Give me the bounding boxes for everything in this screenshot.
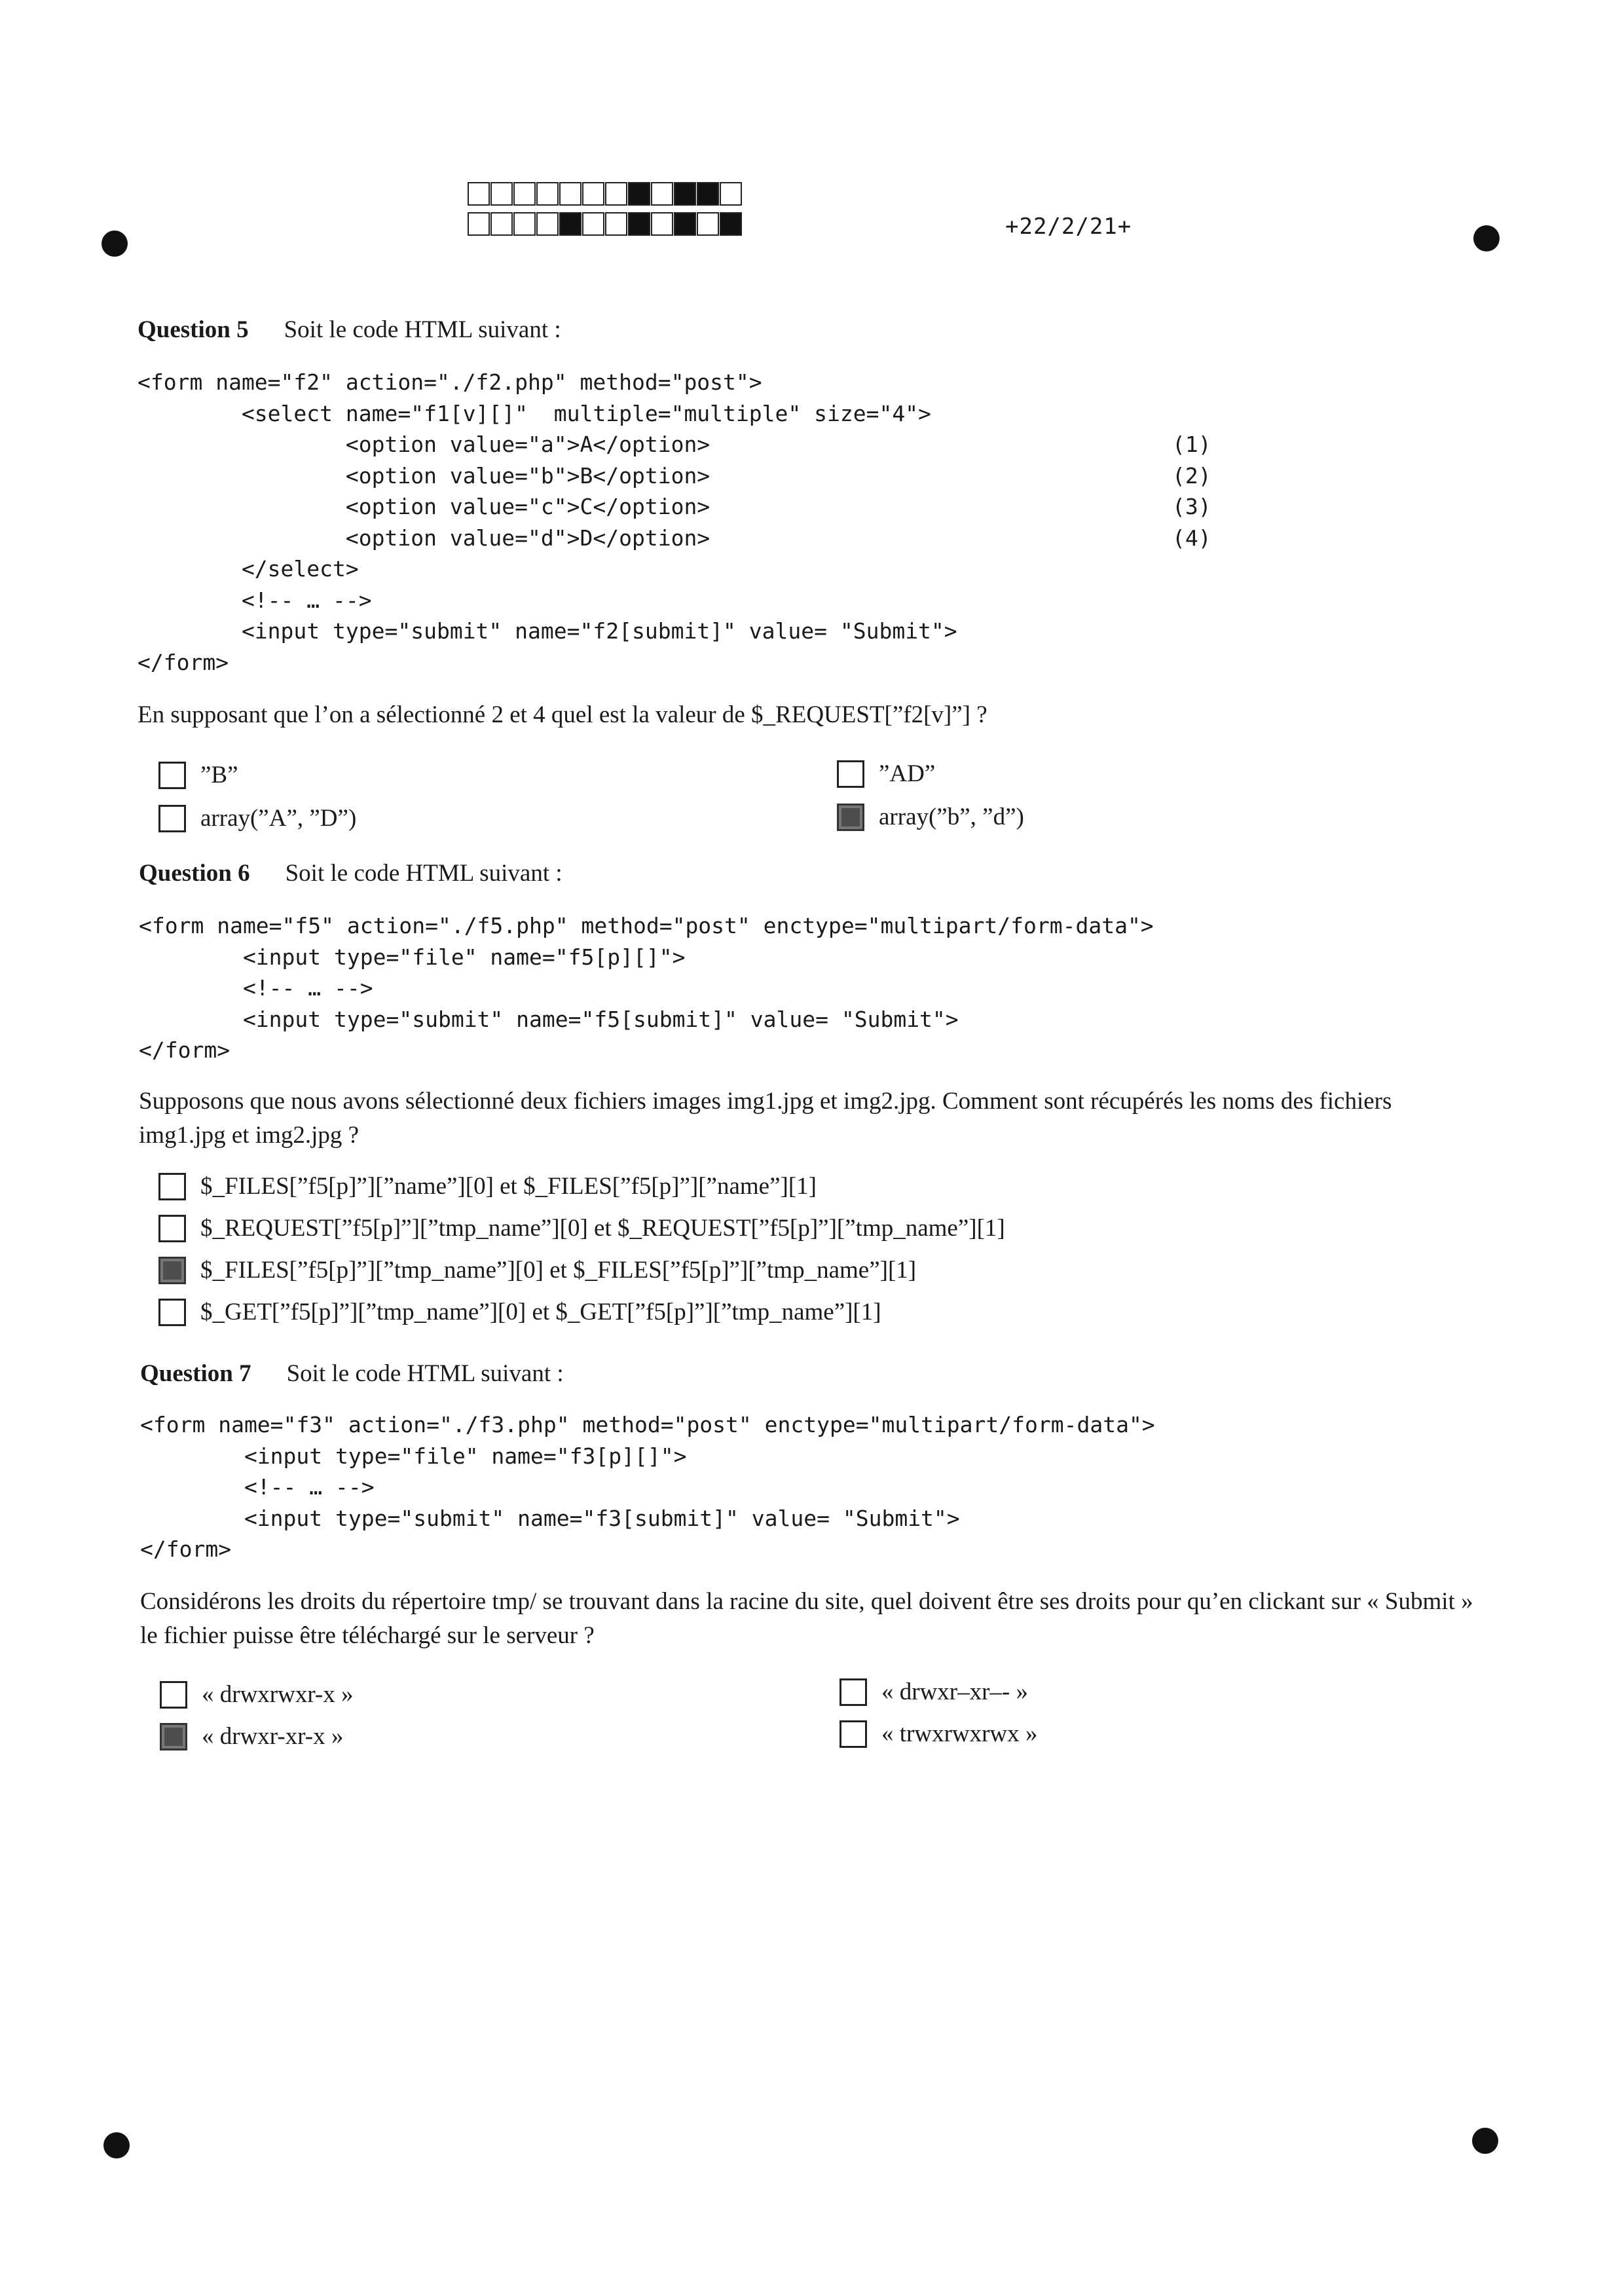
q6-answer-1[interactable] [158,1172,817,1200]
q5-answer-2-checkbox[interactable] [837,760,864,788]
q7-answer-2-label: « drwxr–xr–- » [881,1678,1029,1705]
q6-answer-2-label: $_REQUEST[”f5[p]”][”tmp_name”][0] et $_REQUEST[”f5[p]”][”tmp_name”][1] [200,1215,1005,1242]
registration-mark-bottom-right [1472,2128,1498,2154]
q5-answer-2[interactable] [837,760,935,788]
question-6-text: Supposons que nous avons sélectionné deux fichiers images img1.jpg et img2.jpg. Comment sont récupérés les noms des fichiers img1.jpg et img2.jpg ? [139,1088,1392,1149]
q6-answer-3[interactable] [158,1256,916,1284]
question-7-code: <form name="f3" action="./f3.php" method="post" enctype="multipart/form-data"> <input type="file" name="f3[p][]"> <!-- … --> <input type="submit" name="f3[submit]" value= "Submit"> </form> [140,1412,1155,1562]
barcode-top-cell-6 [582,182,604,206]
q7-answer-4[interactable] [840,1720,1037,1748]
question-6-number: Question 6 [139,860,250,887]
question-7-text: Considérons les droits du répertoire tmp/ se trouvant dans la racine du site, quel doivent être ses droits pour qu’en clickant sur « Submit » le fichier puisse être téléchargé sur le serveur ? [140,1588,1473,1649]
barcode-top-cell-11 [697,182,719,206]
question-5-line-marks: (1) (2) (3) (4) [1172,432,1211,551]
registration-mark-top-left [101,231,128,257]
registration-mark-top-right [1473,225,1500,251]
barcode-top-cell-1 [468,182,490,206]
barcode-bottom-cell-12 [720,212,742,236]
q6-answer-3-label: $_FILES[”f5[p]”][”tmp_name”][0] et $_FILES[”f5[p]”][”tmp_name”][1] [200,1257,917,1284]
q7-answer-1[interactable] [160,1680,354,1709]
q6-answer-4[interactable] [158,1298,881,1326]
q5-answer-4-checkbox[interactable] [837,804,864,831]
question-6-code: <form name="f5" action="./f5.php" method="post" enctype="multipart/form-data"> <input type="file" name="f5[p][]"> <!-- … --> <input type="submit" name="f5[submit]" value= "Submit"> </form> [139,913,1154,1063]
question-5-heading [138,316,561,344]
barcode-bottom-cell-9 [651,212,673,236]
q6-answer-4-checkbox[interactable] [158,1299,186,1326]
registration-mark-bottom-left [103,2132,130,2158]
barcode-bottom-cell-6 [582,212,604,236]
q6-answer-2-checkbox[interactable] [158,1215,186,1242]
q7-answer-4-label: « trwxrwxrwx » [881,1720,1038,1747]
barcode-top-cell-3 [513,182,536,206]
q5-answer-4-label: array(”b”, ”d”) [879,804,1024,830]
question-6-intro: Soit le code HTML suivant : [285,860,563,887]
barcode-row-top [468,182,743,207]
barcode-bottom-cell-1 [468,212,490,236]
barcode-top-cell-4 [536,182,559,206]
barcode-bottom-cell-4 [536,212,559,236]
q7-answer-3-checkbox[interactable] [160,1723,187,1750]
question-6-heading [139,859,563,887]
barcode-top-cell-2 [490,182,513,206]
question-7-intro: Soit le code HTML suivant : [286,1360,564,1387]
q5-answer-3-checkbox[interactable] [158,805,186,832]
barcode-top-cell-8 [628,182,650,206]
q5-answer-4[interactable] [837,803,1024,831]
q5-answer-3[interactable] [158,804,356,832]
q6-answer-4-label: $_GET[”f5[p]”][”tmp_name”][0] et $_GET[”f5[p]”][”tmp_name”][1] [200,1299,881,1325]
page-barcode [468,182,743,242]
question-5-text: En supposant que l’on a sélectionné 2 et 4 quel est la valeur de $_REQUEST[”f2[v]”] ? [138,701,987,728]
barcode-top-cell-9 [651,182,673,206]
q7-answer-3-label: « drwxr-xr-x » [202,1723,344,1750]
question-7-number: Question 7 [140,1360,251,1387]
barcode-top-cell-10 [674,182,696,206]
q6-answer-2[interactable] [158,1214,1005,1242]
question-5-code: <form name="f2" action="./f2.php" method="post"> <select name="f1[v][]" multiple="multiple" size="4"> <option value="a">A</option> <option value="b">B</option> <option value="c">C</option> <option value="d">D</option> </select> <!-- … --> <input type="submit" name="f2[submit]" value= "Submit"> </form> [138,369,957,675]
barcode-bottom-cell-2 [490,212,513,236]
q5-answer-1-checkbox[interactable] [158,762,186,789]
q6-answer-1-label: $_FILES[”f5[p]”][”name”][0] et $_FILES[”f5[p]”][”name”][1] [200,1173,817,1200]
barcode-top-cell-7 [605,182,627,206]
page-id: +22/2/21+ [1005,213,1132,240]
q7-answer-3[interactable] [160,1722,343,1750]
barcode-top-cell-12 [720,182,742,206]
question-5-intro: Soit le code HTML suivant : [284,316,561,343]
question-7-heading [140,1360,564,1388]
barcode-bottom-cell-8 [628,212,650,236]
q6-answer-1-checkbox[interactable] [158,1173,186,1200]
q7-answer-2[interactable] [840,1678,1028,1706]
q6-answer-3-checkbox[interactable] [158,1257,186,1284]
q7-answer-1-label: « drwxrwxr-x » [202,1681,354,1708]
barcode-bottom-cell-3 [513,212,536,236]
barcode-bottom-cell-7 [605,212,627,236]
barcode-bottom-cell-5 [559,212,581,236]
q5-answer-3-label: array(”A”, ”D”) [200,805,357,832]
barcode-top-cell-5 [559,182,581,206]
q5-answer-1[interactable] [158,761,238,789]
barcode-bottom-cell-11 [697,212,719,236]
barcode-bottom-cell-10 [674,212,696,236]
q5-answer-2-label: ”AD” [879,760,936,787]
question-5-number: Question 5 [138,316,249,343]
q7-answer-1-checkbox[interactable] [160,1681,187,1709]
q7-answer-2-checkbox[interactable] [840,1678,867,1706]
barcode-row-bottom [468,212,743,237]
q7-answer-4-checkbox[interactable] [840,1720,867,1748]
q5-answer-1-label: ”B” [200,762,238,788]
